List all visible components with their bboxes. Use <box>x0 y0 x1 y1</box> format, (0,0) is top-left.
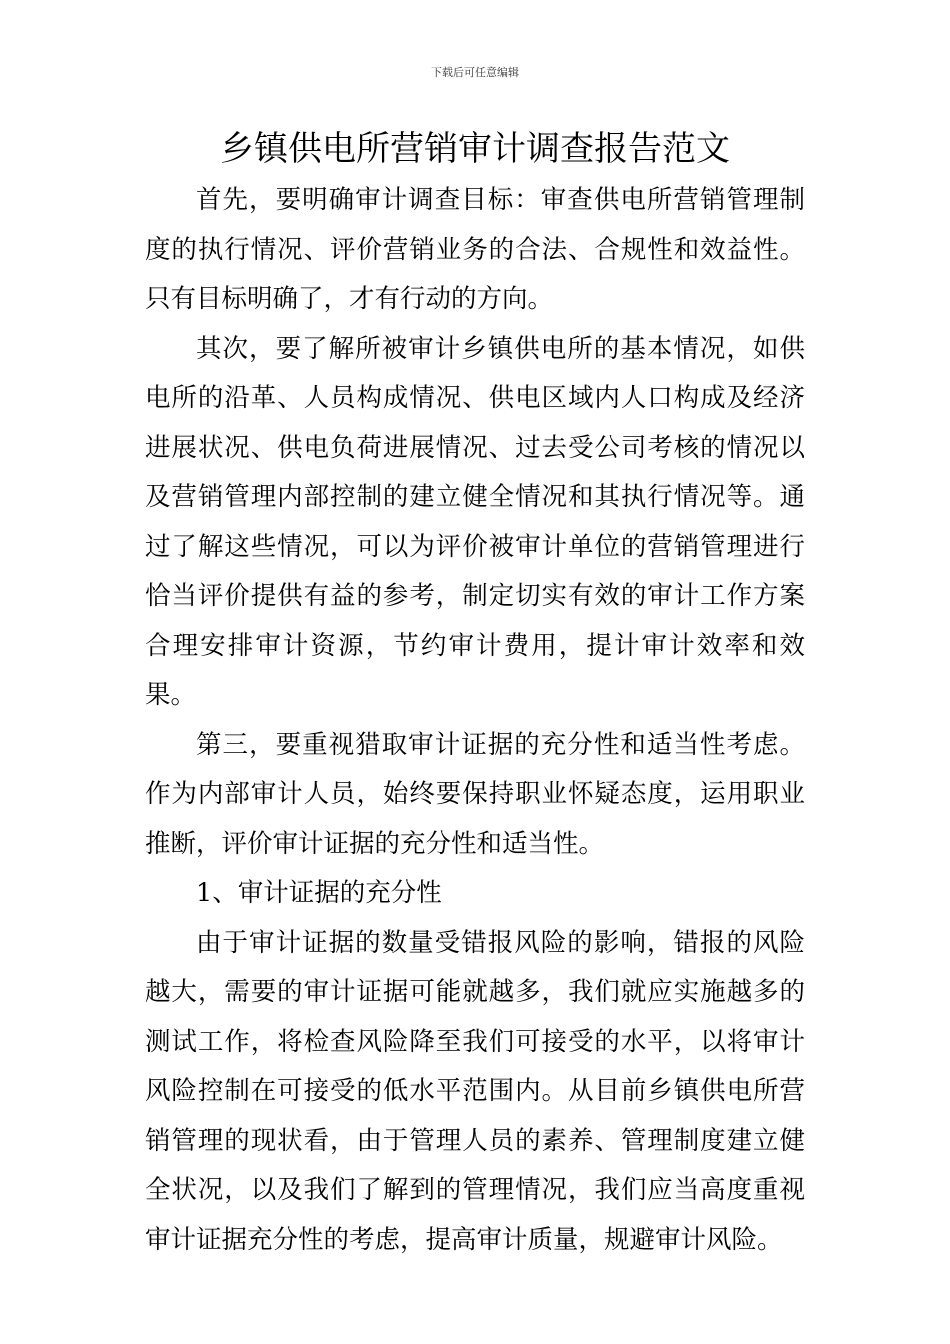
section-heading-sufficiency: 1、审计证据的充分性 <box>196 878 442 908</box>
paragraph-sufficiency: 由于审计证据的数量受错报风险的影响，错报的风险越大，需要的审计证据可能就越多，我们就应实施越多的测试工作，将检查风险降至我们可接受的水平，以将审计风险控制在可接受的低水平范围内。从目前乡镇供电所营销管理的现状看，由于管理人员的素养、管理制度建立健全状况，以及我们了解到的管理情况，我们应当高度重视审计证据充分性的考虑，提高审计质量，规避审计风险。 <box>145 927 805 1255</box>
document-title: 乡镇供电所营销审计调查报告范文 <box>220 129 730 169</box>
paragraph-evidence: 第三，要重视猎取审计证据的充分性和适当性考虑。作为内部审计人员，始终要保持职业怀疑态度，运用职业推断，评价审计证据的充分性和适当性。 <box>145 729 805 859</box>
document-body <box>145 176 805 1265</box>
header-note: 下载后可任意编辑 <box>431 66 519 79</box>
paragraph-background: 其次，要了解所被审计乡镇供电所的基本情况，如供电所的沿革、人员构成情况、供电区域内人口构成及经济进展状况、供电负荷进展情况、过去受公司考核的情况以及营销管理内部控制的建立健全情况和其执行情况等。通过了解这些情况，可以为评价被审计单位的营销管理进行恰当评价提供有益的参考，制定切实有效的审计工作方案合理安排审计资源，节约审计费用，提计审计效率和效果。 <box>145 333 805 710</box>
paragraph-goal: 首先，要明确审计调查目标：审查供电所营销管理制度的执行情况、评价营销业务的合法、合规性和效益性。只有目标明确了，才有行动的方向。 <box>145 185 805 314</box>
